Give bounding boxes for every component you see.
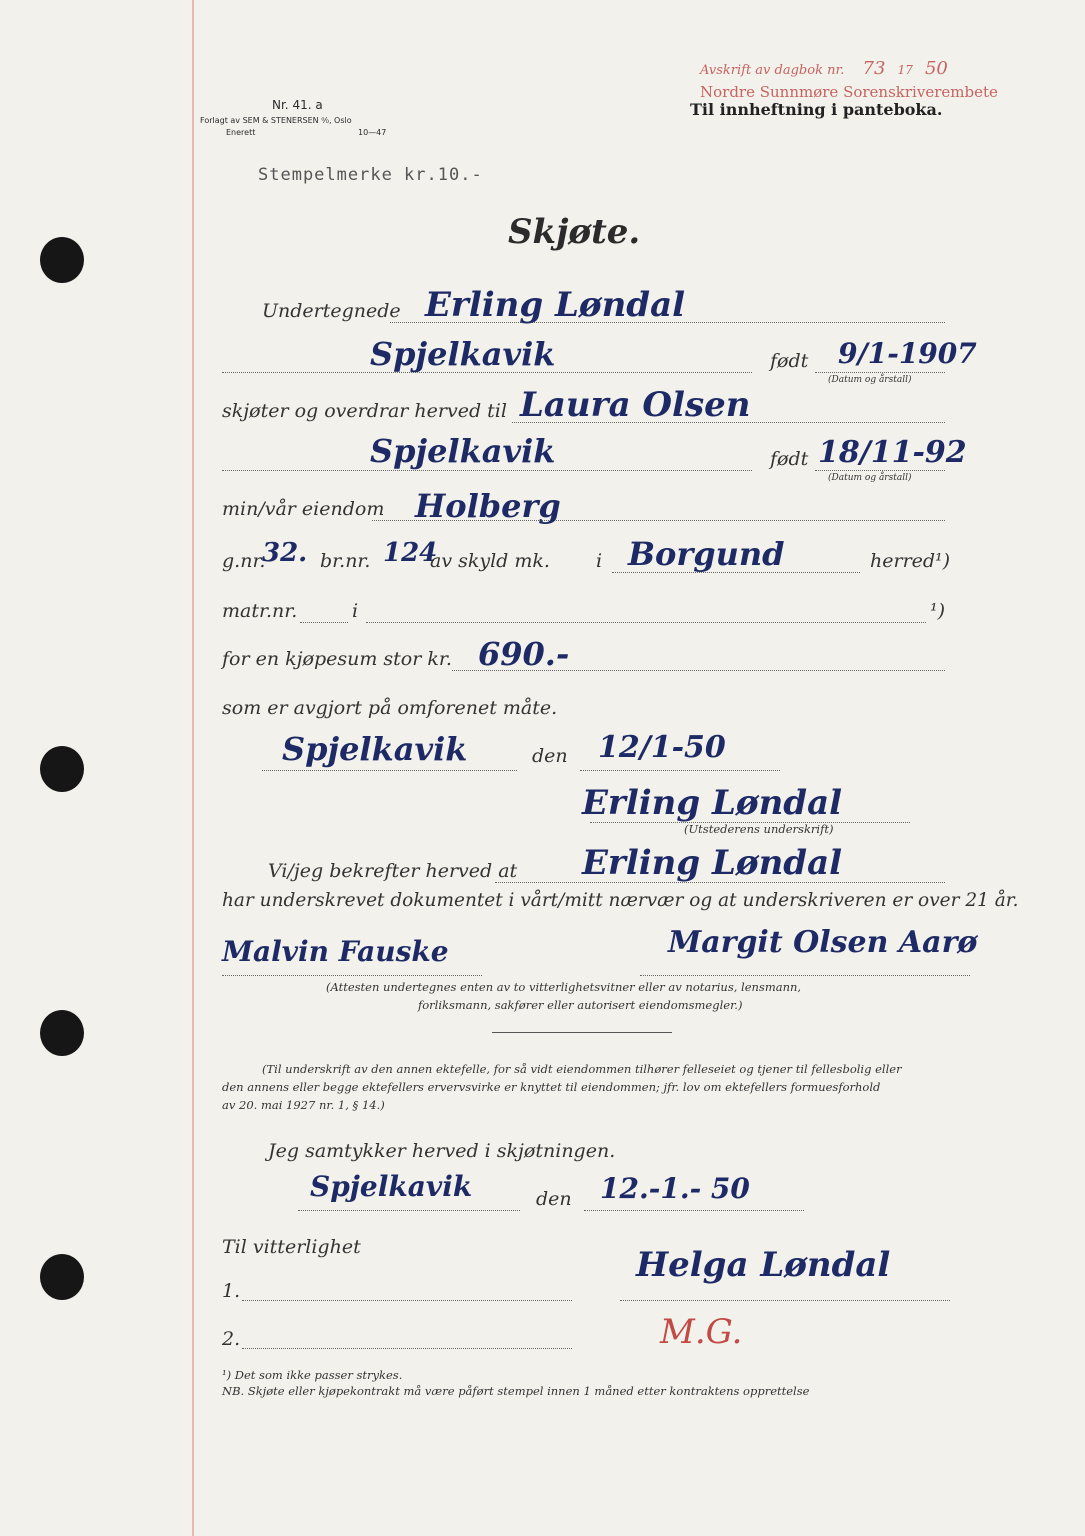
eiendom-label: min/vår eiendom bbox=[222, 498, 385, 520]
spouse-note-2: den annens eller begge ektefellers ervervsvirke er knyttet til eiendommen; jfr. lov om ektefellers formuesforhold bbox=[222, 1080, 881, 1094]
herred-value: Borgund bbox=[628, 535, 785, 573]
footnote-1: ¹) Det som ikke passer strykes. bbox=[222, 1368, 403, 1382]
skjoter-label: skjøter og overdrar herved til bbox=[222, 400, 507, 422]
gnr-label: g.nr. bbox=[222, 550, 266, 572]
seller-born: 9/1-1907 bbox=[838, 337, 977, 370]
stamp-line1: Avskrift av dagbok nr. 73 17 50 bbox=[700, 58, 948, 79]
attest-line2: forliksmann, sakfører eller autorisert eiendomsmegler.) bbox=[418, 998, 743, 1012]
brnr-value: 124 bbox=[383, 538, 438, 568]
header-right: Til innheftning i panteboka. bbox=[690, 100, 943, 119]
undertegnede-label: Undertegnede bbox=[262, 300, 401, 322]
den-label-2: den bbox=[536, 1188, 572, 1210]
punch-hole bbox=[40, 1010, 84, 1056]
matr-i: i bbox=[352, 600, 359, 622]
sign-place: Spjelkavik bbox=[282, 730, 468, 768]
kjopesum-label: for en kjøpesum stor kr. bbox=[222, 648, 452, 670]
matr-end: ¹) bbox=[930, 600, 946, 622]
born-label: født bbox=[770, 350, 809, 372]
witness-2-signature: Margit Olsen Aarø bbox=[668, 925, 978, 960]
seller-name: Erling Løndal bbox=[425, 285, 686, 325]
seller-signature: Erling Løndal bbox=[582, 783, 843, 823]
footnote-2: NB. Skjøte eller kjøpekontrakt må være påført stempel innen 1 måned etter kontraktens opprettelse bbox=[222, 1384, 810, 1398]
seller-place: Spjelkavik bbox=[370, 335, 556, 373]
datum-hint-2: (Datum og årstall) bbox=[828, 473, 912, 483]
den-label: den bbox=[532, 745, 568, 767]
buyer-name: Laura Olsen bbox=[520, 385, 751, 425]
initials-stamp: M.G. bbox=[660, 1312, 743, 1352]
spouse-note-3: av 20. mai 1927 nr. 1, § 14.) bbox=[222, 1098, 385, 1112]
buyer-place: Spjelkavik bbox=[370, 432, 556, 470]
born-label-2: født bbox=[770, 448, 809, 470]
matr-label: matr.nr. bbox=[222, 600, 298, 622]
i-label: i bbox=[596, 550, 603, 572]
signature-hint: (Utstederens underskrift) bbox=[684, 822, 834, 836]
witness-1-signature: Malvin Fauske bbox=[222, 935, 449, 968]
spouse-signature: Helga Løndal bbox=[636, 1245, 891, 1285]
datum-hint: (Datum og årstall) bbox=[828, 375, 912, 385]
samtykker-text: Jeg samtykker herved i skjøtningen. bbox=[268, 1140, 616, 1162]
stempel-note: Stempelmerke kr.10.- bbox=[258, 165, 483, 185]
herred-label: herred¹) bbox=[870, 550, 951, 572]
form-number: Nr. 41. a bbox=[272, 98, 323, 112]
document-title: Skjøte. bbox=[508, 212, 641, 252]
avgjort-text: som er avgjort på omforenet måte. bbox=[222, 697, 558, 719]
attest-line1: (Attesten undertegnes enten av to vitterlighetsvitner eller av notarius, lensmann, bbox=[326, 980, 802, 994]
separator bbox=[492, 1032, 672, 1033]
punch-hole bbox=[40, 746, 84, 792]
publisher: Forlagt av SEM & STENERSEN ⁰⁄₀, Oslo bbox=[200, 116, 352, 125]
eiendom-value: Holberg bbox=[415, 487, 561, 525]
skyld-label: av skyld mk. bbox=[430, 550, 550, 572]
witness-line-2-label: 2. bbox=[222, 1328, 241, 1350]
brnr-label: br.nr. bbox=[320, 550, 371, 572]
kjopesum-value: 690.- bbox=[478, 635, 570, 673]
sign-date: 12/1-50 bbox=[598, 730, 726, 765]
witness-line-1-label: 1. bbox=[222, 1280, 241, 1302]
date-code: 10—47 bbox=[358, 128, 387, 137]
spouse-note-1: (Til underskrift av den annen ektefelle, for så vidt eiendommen tilhører felleseiet og tjener til fellesbolig eller bbox=[262, 1062, 902, 1076]
bekrefter-value: Erling Løndal bbox=[582, 843, 843, 883]
bekrefter-label: Vi/jeg bekrefter herved at bbox=[268, 860, 518, 882]
spouse-place: Spjelkavik bbox=[310, 1170, 473, 1203]
gnr-value: 32. bbox=[262, 538, 308, 568]
margin-rule bbox=[192, 0, 194, 1536]
punch-hole bbox=[40, 237, 84, 283]
buyer-born: 18/11-92 bbox=[818, 435, 967, 470]
vitterlighet-label: Til vitterlighet bbox=[222, 1236, 361, 1258]
bekrefter-text: har underskrevet dokumentet i vårt/mitt nærvær og at underskriveren er over 21 år. bbox=[222, 890, 1019, 911]
spouse-date: 12.-1.- 50 bbox=[600, 1172, 750, 1205]
punch-hole bbox=[40, 1254, 84, 1300]
stamp-line2: Nordre Sunnmøre Sorenskriverembete bbox=[700, 83, 998, 101]
enerett: Enerett bbox=[226, 128, 256, 137]
